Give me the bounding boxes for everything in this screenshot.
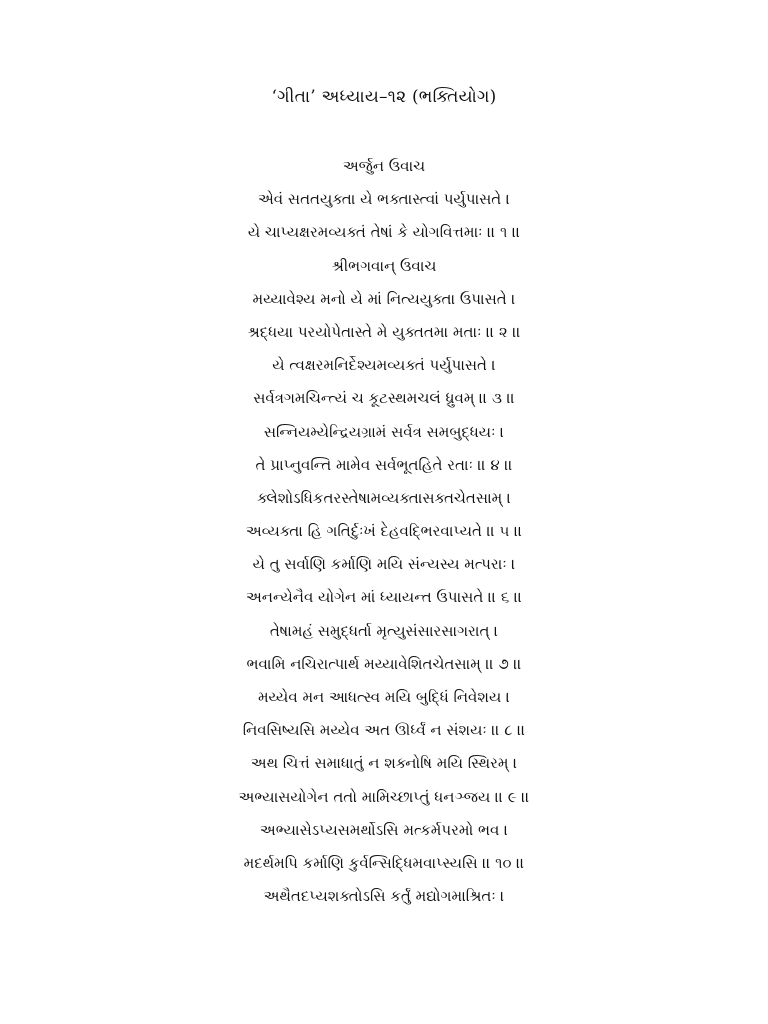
- verse-line: યે તુ સર્વાણિ કર્માણિ મયિ સંન્યસ્ય મત્પરાઃ ।: [252, 555, 516, 574]
- verse-line: મય્યેવ મન આધત્સ્વ મયિ બુદ્ધિં નિવેશય ।: [257, 688, 511, 706]
- verse-line: મય્યાવેશ્ય મનો યે માં નિત્યયુક્તા ઉપાસતે ।: [252, 289, 516, 308]
- verse-line: નિવસિષ્યસિ મય્યેવ અત ઊર્ધ્વં ન સંશયઃ ।। ૮ ।।: [242, 721, 526, 740]
- verse-line: શ્રદ્ધયા પરયોપેતાસ્તે મે યુક્તતમા મતાઃ ।। ૨ ।।: [247, 322, 521, 341]
- verse-line: યે ત્વક્ષરમનિર્દેશ્યમવ્યક્તં પર્યુપાસતે ।: [272, 356, 496, 375]
- verse-line: ભવામિ નચિરાત્પાર્થ મય્યાવેશિતચેતસામ્ ।। ૭ ।।: [246, 654, 522, 673]
- verse-line: યે ચાપ્યક્ષરમવ્યક્તં તેષાં કે યોગવિત્તમાઃ ।। ૧ ।।: [247, 223, 521, 242]
- verse-line: અથ ચિત્તં સમાધાતું ન શક્નોષિ મયિ સ્થિરમ્ ।: [250, 754, 518, 773]
- verse-line: એવં સતતયુક્તા યે ભક્તાસ્ત્વાં પર્યુપાસતે ।: [257, 190, 510, 209]
- verse-line: અવ્યક્તા હિ ગતિર્દુઃખં દેહવદ્ભિરવાપ્યતે ।। ૫ ।।: [245, 522, 523, 541]
- verse-line: તેષામહં સમુદ્ધર્તા મૃત્યુસંસારસાગરાત્ ।: [269, 621, 499, 640]
- speaker-heading-bhagavan: શ્રીભગવાન્ ઉવાચ: [331, 256, 437, 275]
- verse-line: અનન્યેનૈવ યોગેન માં ધ્યાયન્ત ઉપાસતે ।। ૬ ।।: [245, 588, 523, 607]
- verse-line: અભ્યાસયોગેન તતો મામિચ્છાપ્તું ધનઞ્જય ।। ૯ ।।: [238, 787, 530, 806]
- verse-line: સન્નિયમ્યેન્દ્રિયગ્રામં સર્વત્ર સમબુદ્ધયઃ ।: [263, 422, 505, 441]
- verse-line: અભ્યાસેઽપ્યસમર્થોઽસિ મત્કર્મપરમો ભવ ।: [259, 820, 509, 839]
- verse-block: [0, 150, 768, 913]
- verse-line: ક્લેશોઽધિકતરસ્તેષામવ્યક્તાસક્તચેતસામ્ ।: [256, 488, 512, 507]
- verse-line: સર્વત્રગમચિન્ત્યં ચ કૂટસ્થમચલં ધ્રુવમ્ ।। ૩ ।।: [253, 389, 515, 408]
- verse-line: મદર્થમપિ કર્માણિ કુર્વન્સિદ્ધિમવાપ્સ્યસિ ।। ૧૦ ।।: [243, 853, 525, 872]
- speaker-heading-arjuna: અર્જુન ઉવાચ: [342, 157, 426, 175]
- verse-line: તે પ્રાપ્નુવન્તિ મામેવ સર્વભૂતહિતે રતાઃ ।। ૪ ।।: [255, 455, 513, 474]
- page-title: ‘ગીતા’ અધ્યાય–૧૨ (ભક્તિયોગ): [271, 87, 497, 107]
- verse-line: અથૈતદપ્યશક્તોઽસિ કર્તું મદ્યોગમાશ્રિતઃ ।: [263, 887, 505, 906]
